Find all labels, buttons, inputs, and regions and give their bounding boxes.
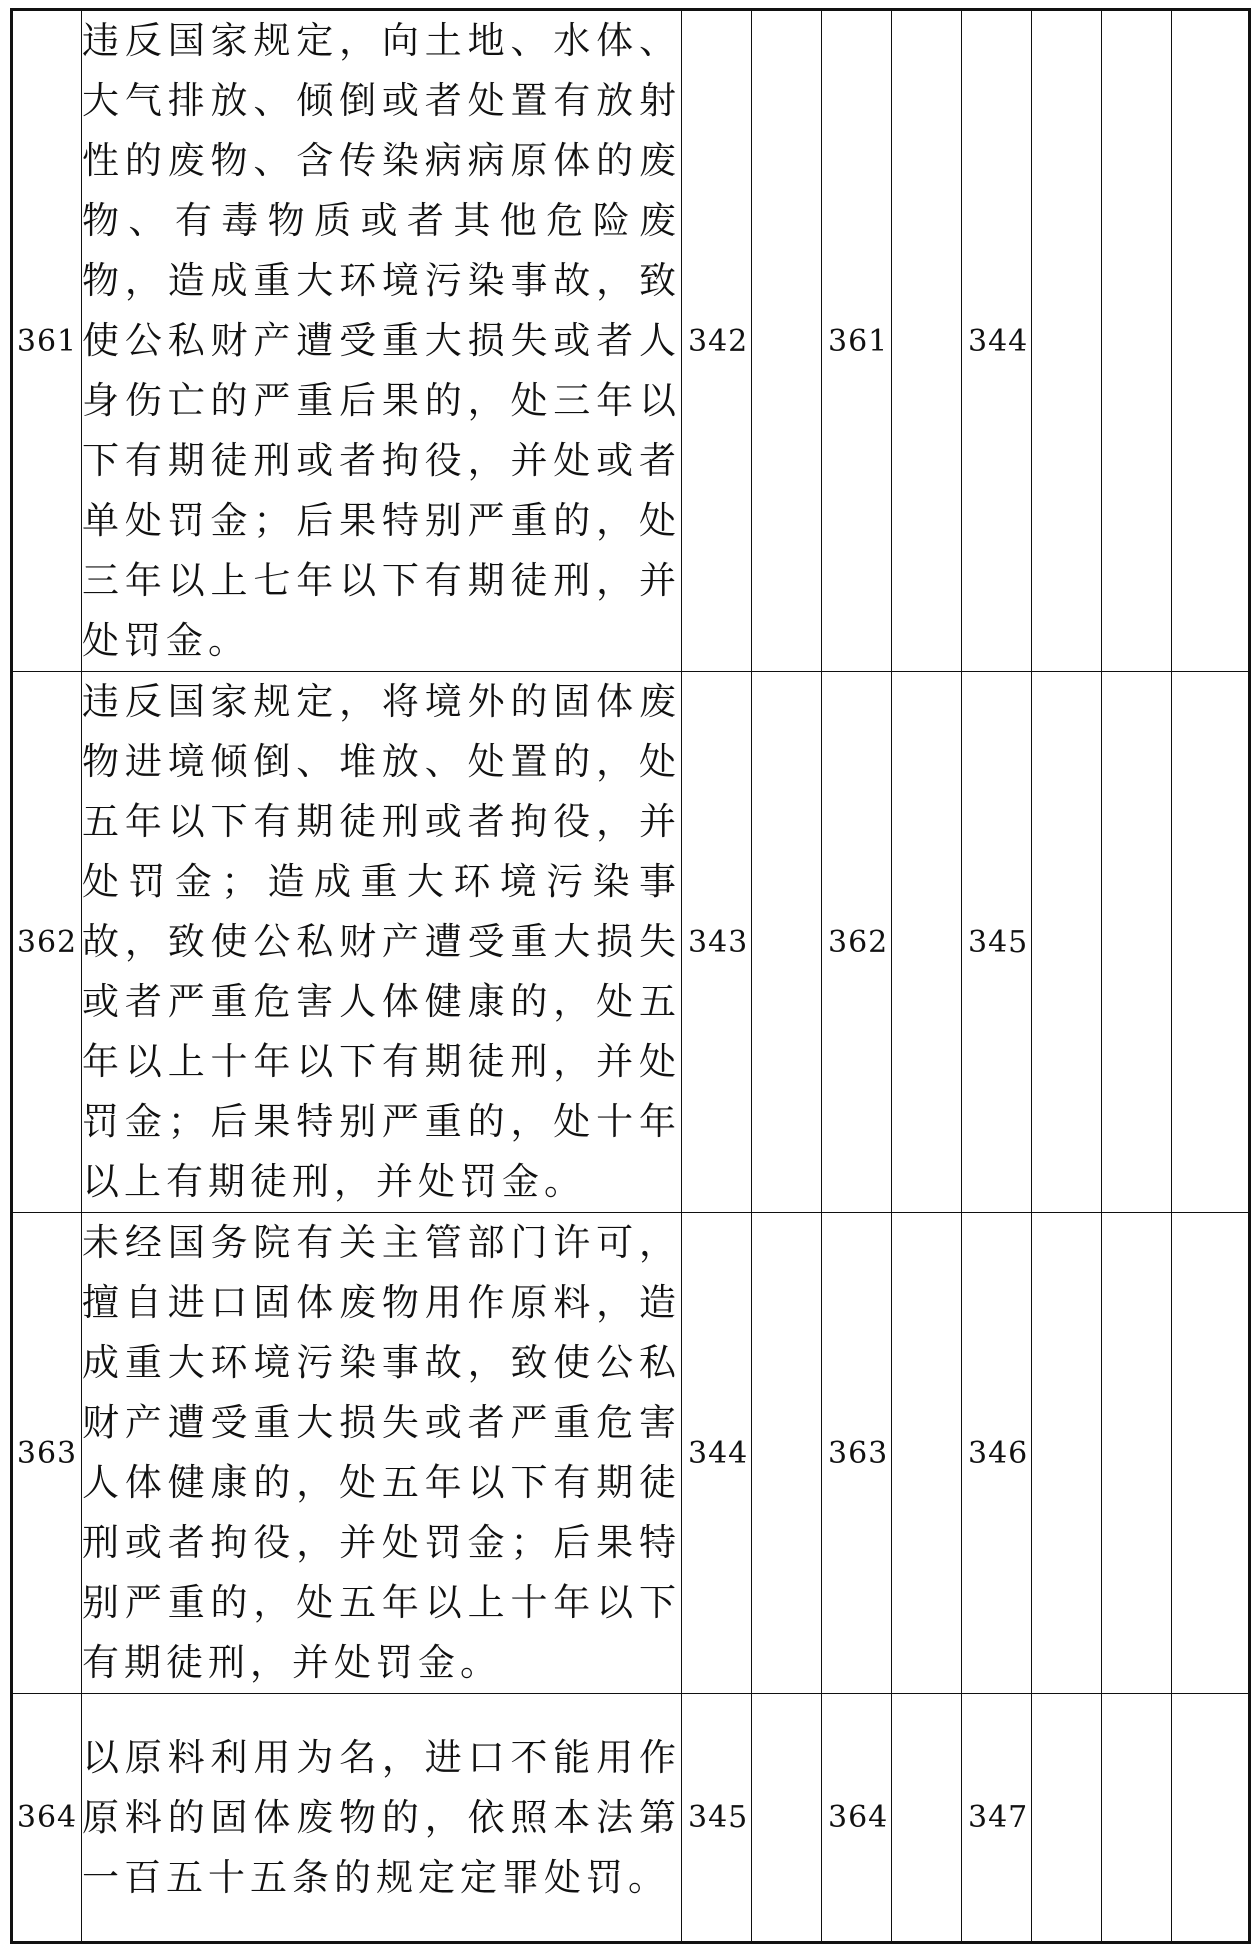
cell-col-c: 361 [822,10,892,672]
cell-col-f [1032,672,1102,1213]
statute-comparison-table [10,8,1251,1944]
table-row [12,1694,1250,1943]
cell-col-b [752,1213,822,1694]
cell-col-d [892,10,962,672]
cell-col-d [892,1213,962,1694]
table-row [12,672,1250,1213]
article-text: 违反国家规定，将境外的固体废物进境倾倒、堆放、处置的，处五年以下有期徒刑或者拘役，并处罚金；造成重大环境污染事故，致使公私财产遭受重大损失或者严重危害人体健康的，处五年以上十年以下有期徒刑，并处罚金；后果特别严重的，处十年以上有期徒刑，并处罚金。 [82,672,682,1213]
article-number: 363 [12,1213,82,1694]
cell-col-h [1172,1213,1250,1694]
cell-col-c: 364 [822,1694,892,1943]
cell-col-e: 347 [962,1694,1032,1943]
article-text: 以原料利用为名，进口不能用作原料的固体废物的，依照本法第一百五十五条的规定定罪处罚。 [82,1694,682,1943]
cell-col-a: 343 [682,672,752,1213]
cell-col-g [1102,1213,1172,1694]
cell-col-e: 344 [962,10,1032,672]
cell-col-h [1172,10,1250,672]
cell-col-f [1032,10,1102,672]
cell-col-f [1032,1694,1102,1943]
cell-col-d [892,672,962,1213]
cell-col-f [1032,1213,1102,1694]
cell-col-d [892,1694,962,1943]
cell-col-g [1102,10,1172,672]
cell-col-e: 346 [962,1213,1032,1694]
article-text: 未经国务院有关主管部门许可，擅自进口固体废物用作原料，造成重大环境污染事故，致使公私财产遭受重大损失或者严重危害人体健康的，处五年以下有期徒刑或者拘役，并处罚金；后果特别严重的，处五年以上十年以下有期徒刑，并处罚金。 [82,1213,682,1694]
cell-col-g [1102,1694,1172,1943]
cell-col-g [1102,672,1172,1213]
cell-col-a: 345 [682,1694,752,1943]
cell-col-h [1172,1694,1250,1943]
cell-col-h [1172,672,1250,1213]
cell-col-c: 363 [822,1213,892,1694]
cell-col-b [752,10,822,672]
article-number: 364 [12,1694,82,1943]
article-number: 362 [12,672,82,1213]
cell-col-a: 344 [682,1213,752,1694]
article-text: 违反国家规定，向土地、水体、大气排放、倾倒或者处置有放射性的废物、含传染病病原体的废物、有毒物质或者其他危险废物，造成重大环境污染事故，致使公私财产遭受重大损失或者人身伤亡的严重后果的，处三年以下有期徒刑或者拘役，并处或者单处罚金；后果特别严重的，处三年以上七年以下有期徒刑，并处罚金。 [82,10,682,672]
table-row [12,10,1250,672]
cell-col-b [752,672,822,1213]
cell-col-e: 345 [962,672,1032,1213]
cell-col-b [752,1694,822,1943]
article-number: 361 [12,10,82,672]
table-row [12,1213,1250,1694]
cell-col-a: 342 [682,10,752,672]
cell-col-c: 362 [822,672,892,1213]
